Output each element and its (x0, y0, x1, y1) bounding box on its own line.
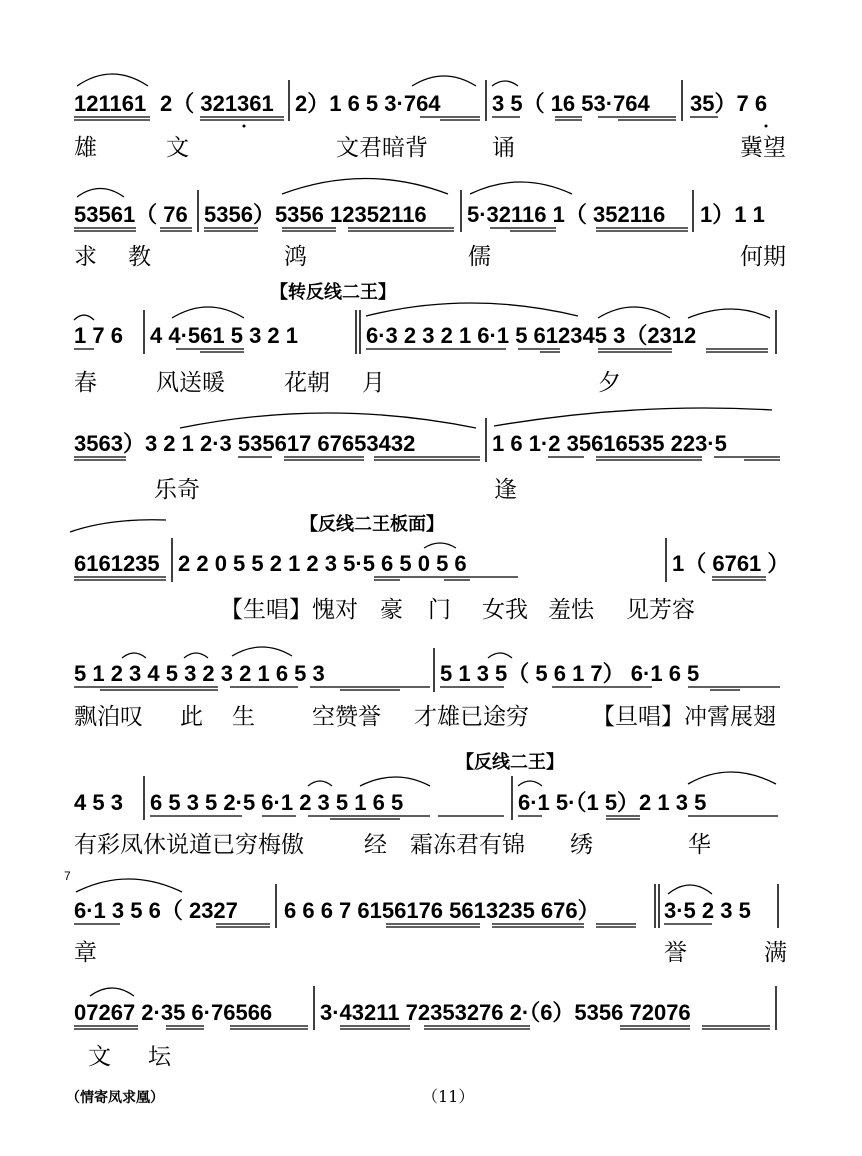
notation-segment: 53561（ 76 (74, 202, 188, 227)
slur (308, 781, 332, 786)
beam-lines (74, 687, 780, 690)
beam-lines (150, 816, 778, 819)
lyric: 空赞誉 (312, 704, 381, 730)
lyric: 霜冻君有锦 (410, 832, 525, 858)
notation-segment: 35）7 6 (690, 91, 768, 116)
lyric: 【生唱】愧对 (220, 597, 358, 623)
lyric: 华 (688, 832, 711, 858)
slur (598, 307, 670, 318)
lyric: 豪 (380, 597, 403, 623)
beam-lines (74, 924, 712, 927)
slur (282, 179, 448, 195)
lyric: 月 (362, 370, 385, 396)
lyric: 女我 (482, 597, 528, 623)
footer-title: （情寄凤求凰） (66, 1090, 164, 1106)
lyric: 有彩凤休说道已穷梅傲 (74, 832, 304, 858)
lyric: 何期 (740, 244, 786, 270)
lyric: 绣 (570, 832, 593, 858)
slur (424, 543, 456, 548)
lyric: 雄 (74, 135, 97, 161)
lyric: 坛 (148, 1044, 171, 1070)
slur (77, 74, 148, 86)
notation-segment: 6 5 3 5 2·5 6·1 2 3 5 1 6 5 (150, 790, 404, 815)
notation-segment: 6·1 3 5 6（ 2327 (74, 898, 238, 923)
slur (360, 777, 430, 786)
notation-segment: 3·43211 72353276 2·（6）5356 72076 (320, 1000, 691, 1025)
lyric: 文 (88, 1044, 111, 1070)
section-marker: 【转反线二王】 (270, 282, 396, 303)
slur (366, 303, 578, 316)
notation-segment: 2）1 6 5 3·764 (295, 91, 441, 116)
grace-note: 7 (64, 869, 71, 883)
system-7 (74, 751, 778, 858)
system-8 (64, 869, 787, 966)
slur (232, 647, 292, 656)
lyric: 文君暗背 (336, 135, 428, 161)
lyric: 冀望 (740, 135, 786, 161)
lyric: 飘泊叹 (74, 704, 143, 730)
slur (688, 772, 776, 784)
slur (184, 653, 208, 658)
notation-segment: 5·32116 1（ 352116 (467, 202, 666, 227)
section-marker: 【反线二王】 (456, 752, 564, 773)
system-5 (70, 513, 789, 623)
notation-segment: 1（ 6761 ） (672, 551, 790, 576)
slur (76, 879, 182, 892)
slur (412, 76, 476, 86)
notation-segment: 6 6 6 7 6156176 5613235 676） (284, 898, 600, 923)
lyric: 【旦唱】冲霄展翅 (592, 704, 776, 730)
beam-lines (74, 577, 766, 580)
notation-segment: 6·1 5·（1 5）2 1 3 5 (518, 790, 707, 815)
notation-segment: 1）1 1 (700, 202, 765, 227)
system-2 (74, 179, 786, 271)
slur (77, 189, 124, 198)
lyric: 文 (166, 135, 189, 161)
beam-lines (74, 349, 768, 352)
lyric: 乐奇 (154, 477, 200, 503)
notation-segment: 3563）3 2 1 2·3 535617 67653432 (74, 431, 416, 456)
slur (74, 315, 94, 320)
slur (122, 653, 146, 658)
beam-lines (74, 1026, 770, 1029)
notation-segment: 1 6 1·2 35616535 223·5 (492, 431, 727, 456)
octave-dot (765, 125, 768, 128)
lyric: 生 (232, 704, 255, 730)
notation-segment: 07267 2·35 6·76566 (74, 1000, 273, 1025)
lyric: 求 (74, 244, 97, 270)
lyric: 教 (128, 244, 151, 270)
notation-segment: 1 7 6 (74, 323, 123, 348)
notation-segment: 4 4·561 5 3 2 1 (150, 323, 299, 348)
lyric: 夕 (598, 370, 621, 396)
lyric: 经 (364, 832, 387, 858)
slur (90, 988, 134, 996)
notation-segment: 121161 (74, 91, 147, 116)
notation-segment: 6·3 2 3 2 1 6·1 5 612345 3（2312 (366, 323, 697, 348)
lyric: 见芳容 (626, 597, 695, 623)
lyric: 春 (74, 370, 97, 396)
beam-lines (74, 228, 688, 231)
slur (180, 413, 476, 428)
slur (494, 408, 772, 426)
slur (688, 309, 770, 318)
lyric: 满 (764, 940, 787, 966)
lyric: 誉 (664, 940, 687, 966)
slur (488, 653, 512, 658)
notation-segment: 5 1 3 5（ 5 6 1 7） 6·1 6 5 (440, 661, 700, 686)
slur (492, 81, 518, 86)
notation-segment: 2（ 321361 (160, 91, 274, 116)
beam-lines (74, 117, 718, 120)
lyric: 鸿 (284, 244, 307, 270)
slur (172, 307, 244, 318)
notation-segment: 5 1 2 3 4 5 3 2 3 2 1 6 5 3 (74, 661, 325, 686)
section-marker: 【反线二王板面】 (300, 514, 444, 535)
lyric: 才雄已途穷 (414, 704, 529, 730)
lyric: 儒 (468, 244, 491, 270)
page-number: （11） (422, 1087, 475, 1106)
system-1 (74, 74, 786, 161)
lyric: 花朝 (284, 370, 330, 396)
lyric: 章 (74, 940, 97, 966)
notation-segment: 3 5（ 16 53·764 (492, 91, 650, 116)
lyric: 风送暖 (156, 370, 225, 396)
lyric: 逢 (494, 477, 517, 503)
lyric: 羞怯 (548, 597, 594, 623)
system-3 (74, 281, 776, 396)
notation-segment: 3·5 2 3 5 (664, 898, 751, 923)
system-4 (74, 408, 780, 503)
lyric: 此 (180, 704, 203, 730)
notation-segment: 2 2 0 5 5 2 1 2 3 5·5 6 5 0 5 6 (178, 551, 467, 576)
lyric: 门 (428, 597, 451, 623)
slur (70, 520, 166, 532)
slur (518, 781, 542, 786)
system-9 (74, 986, 776, 1070)
octave-dot (243, 125, 246, 128)
lyric: 诵 (492, 135, 515, 161)
beam-lines (74, 457, 780, 460)
notation-segment: 4 5 3 (74, 790, 123, 815)
notation-segment: 5356）5356 12352116 (204, 202, 427, 227)
system-6 (74, 647, 780, 730)
slur (470, 182, 572, 194)
slur (668, 885, 712, 894)
notation-segment: 6161235 (74, 551, 160, 576)
